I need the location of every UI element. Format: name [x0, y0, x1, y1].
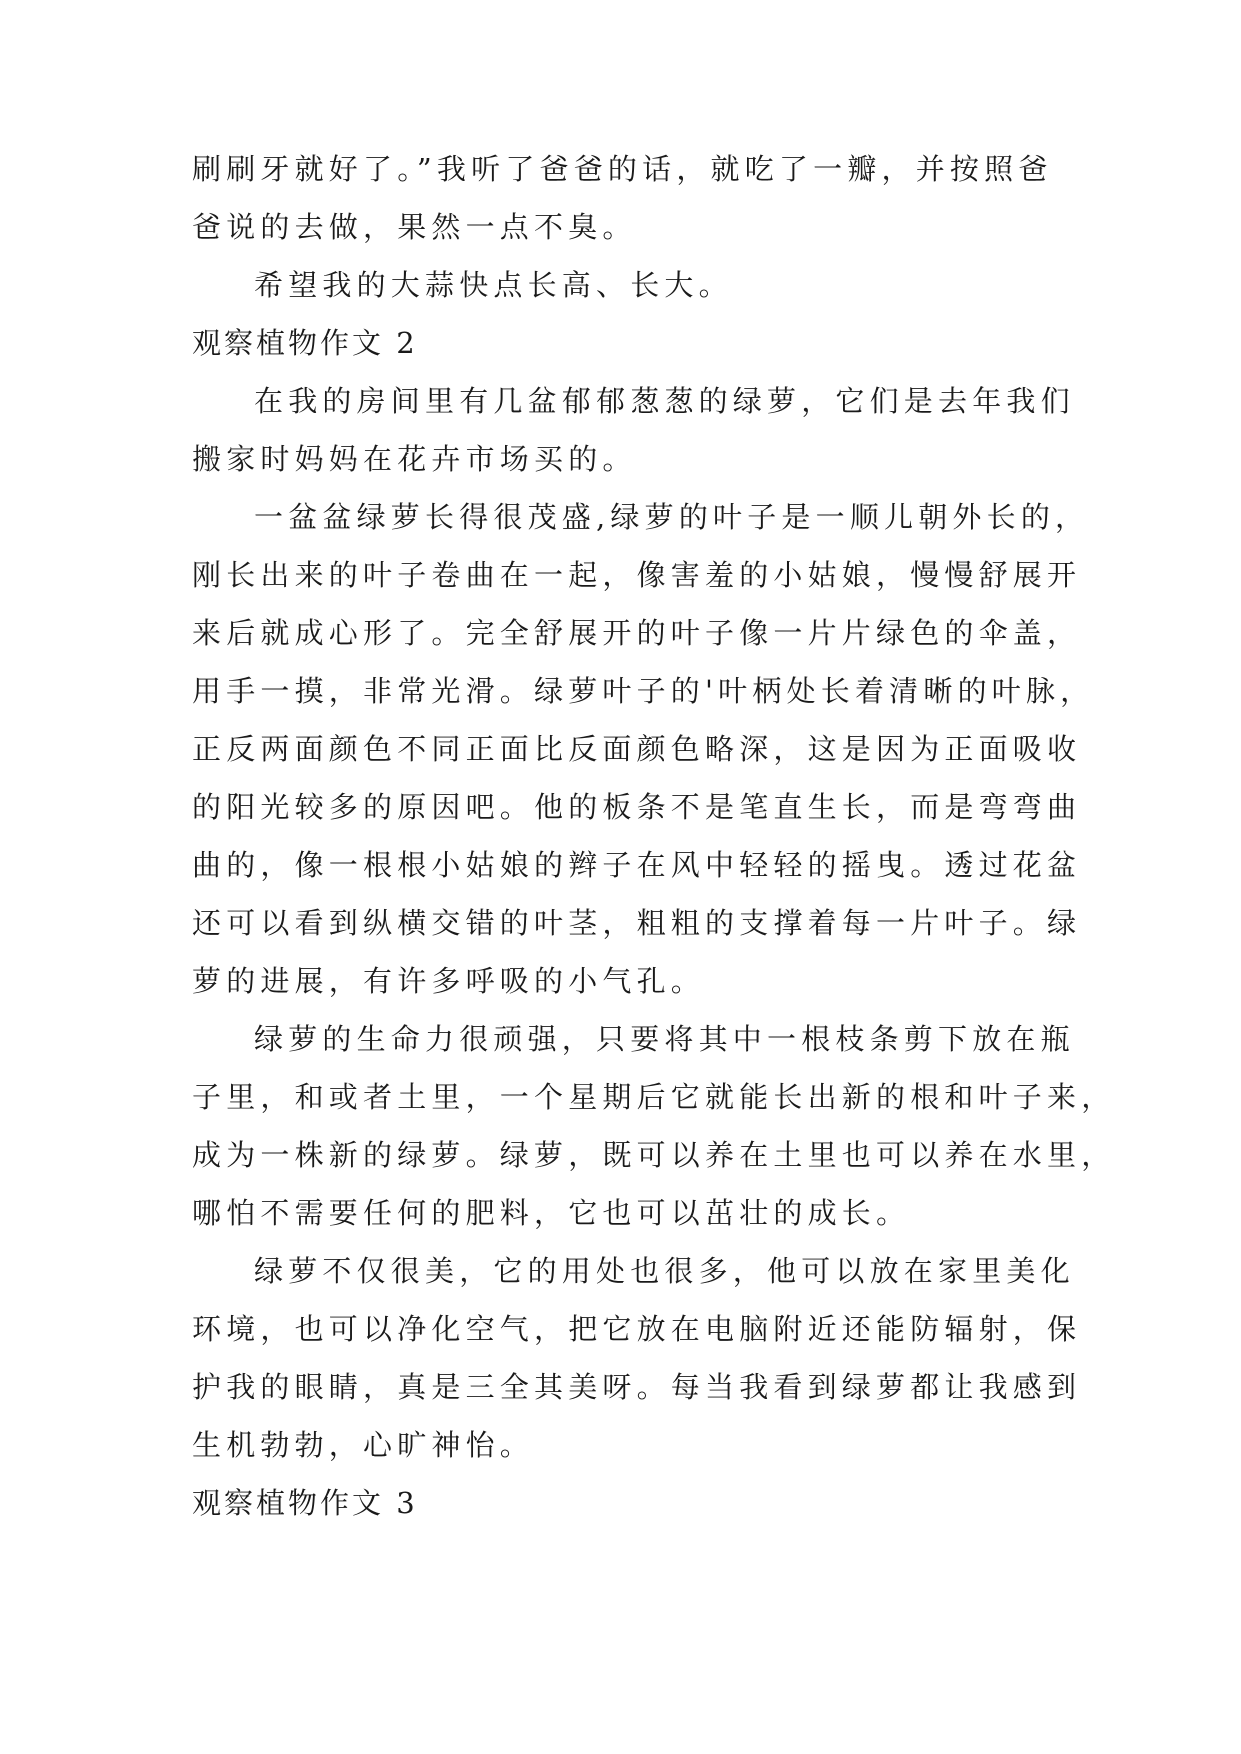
text-line: 子里，和或者土里，一个星期后它就能长出新的根和叶子来， — [192, 1080, 1116, 1114]
paragraph-line: 希望我的大蒜快点长高、长大。 — [254, 268, 733, 302]
text-line: 还可以看到纵横交错的叶茎，粗粗的支撑着每一片叶子。绿 — [192, 906, 1082, 940]
text-line: 成为一株新的绿萝。绿萝，既可以养在土里也可以养在水里， — [192, 1138, 1116, 1172]
text-line: 曲的，像一根根小姑娘的辫子在风中轻轻的摇曳。透过花盆 — [192, 848, 1082, 882]
section-heading: 观察植物作文 2 — [192, 326, 418, 360]
text-line: 正反两面颜色不同正面比反面颜色略深，这是因为正面吸收 — [192, 732, 1082, 766]
paragraph-line: 绿萝的生命力很顽强，只要将其中一根枝条剪下放在瓶 — [254, 1022, 1075, 1056]
text-line: 环境，也可以净化空气，把它放在电脑附近还能防辐射，保 — [192, 1312, 1082, 1346]
text-line: 护我的眼睛，真是三全其美呀。每当我看到绿萝都让我感到 — [192, 1370, 1082, 1404]
text-line: 的阳光较多的原因吧。他的板条不是笔直生长，而是弯弯曲 — [192, 790, 1082, 824]
text-line: 哪怕不需要任何的肥料，它也可以茁壮的成长。 — [192, 1196, 911, 1230]
text-line: 刚长出来的叶子卷曲在一起，像害羞的小姑娘，慢慢舒展开 — [192, 558, 1082, 592]
text-line: 萝的进展，有许多呼吸的小气孔。 — [192, 964, 706, 998]
text-line: 爸说的去做，果然一点不臭。 — [192, 210, 637, 244]
paragraph-line: 绿萝不仅很美，它的用处也很多，他可以放在家里美化 — [254, 1254, 1075, 1288]
paragraph-line: 在我的房间里有几盆郁郁葱葱的绿萝，它们是去年我们 — [254, 384, 1075, 418]
text-line: 生机勃勃，心旷神怡。 — [192, 1428, 535, 1462]
text-line: 搬家时妈妈在花卉市场买的。 — [192, 442, 637, 476]
text-line: 用手一摸，非常光滑。绿萝叶子的'叶柄处长着清晰的叶脉， — [192, 674, 1095, 708]
paragraph-line: 一盆盆绿萝长得很茂盛,绿萝的叶子是一顺儿朝外长的， — [254, 500, 1090, 534]
text-line: 刷刷牙就好了。”我听了爸爸的话，就吃了一瓣，并按照爸 — [192, 152, 1053, 186]
text-line: 来后就成心形了。完全舒展开的叶子像一片片绿色的伞盖， — [192, 616, 1082, 650]
section-heading: 观察植物作文 3 — [192, 1486, 418, 1520]
